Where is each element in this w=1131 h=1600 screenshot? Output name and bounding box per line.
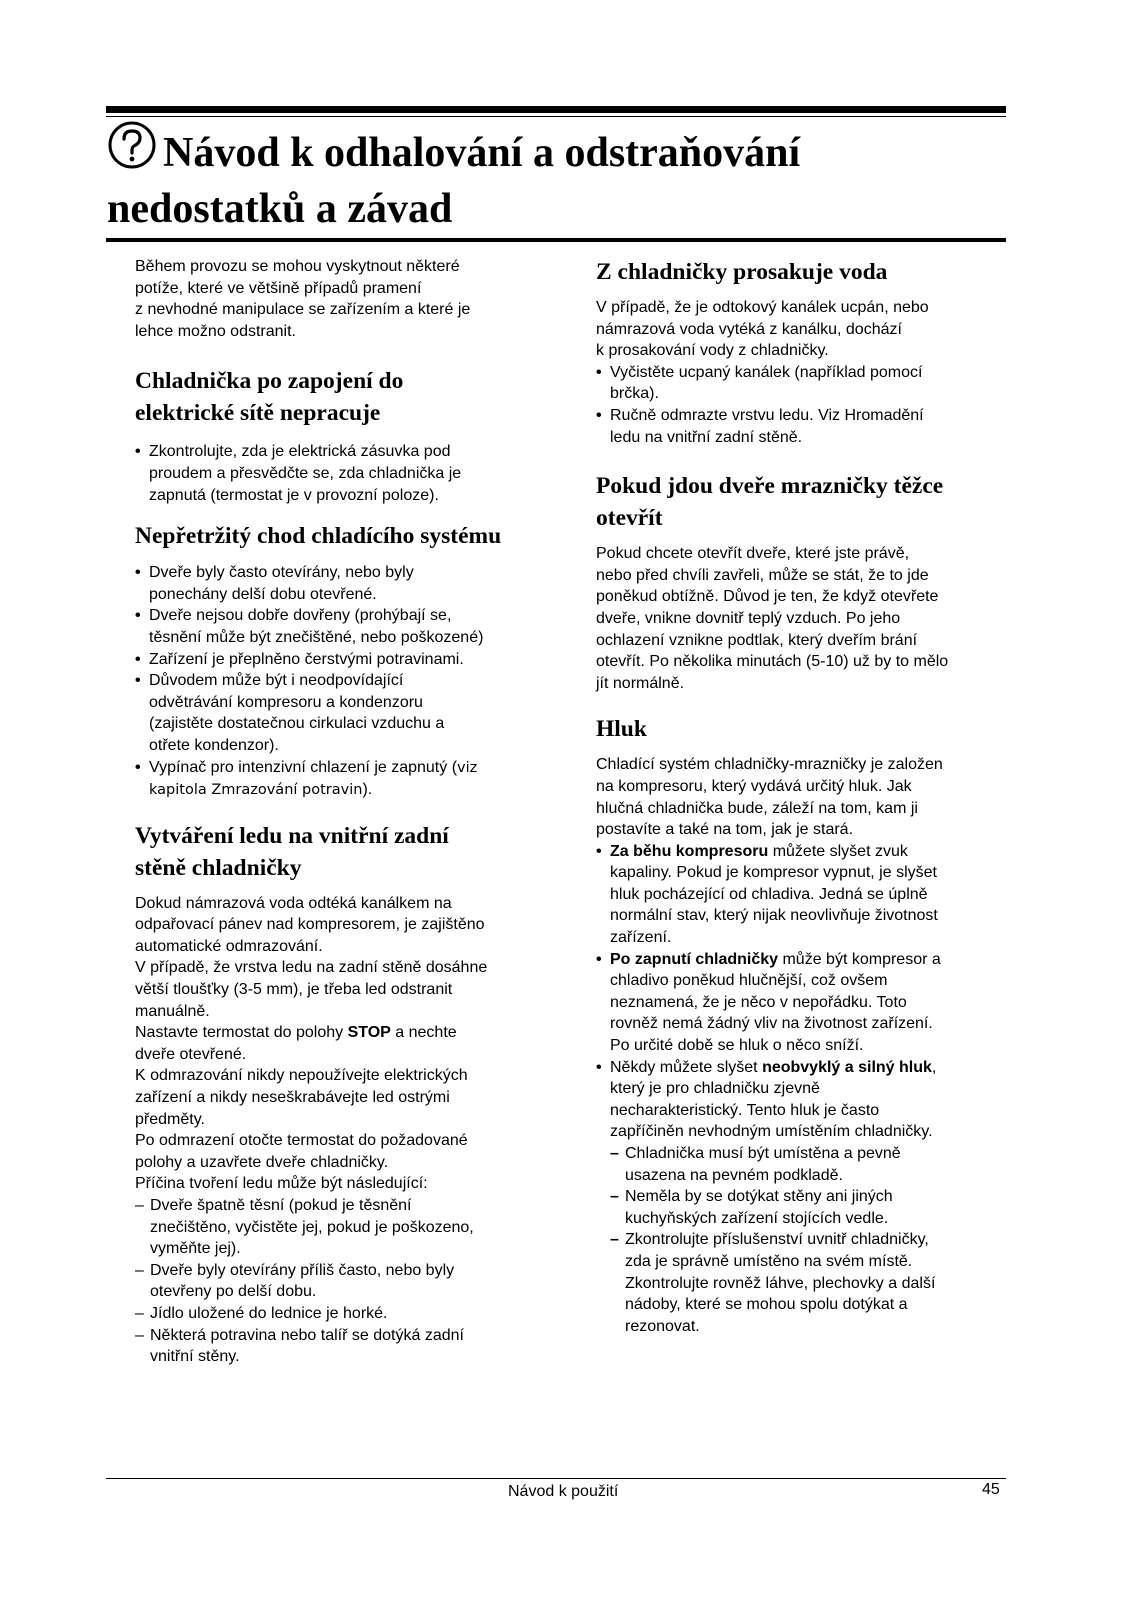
list-item: • Za běhu kompresoru můžete slyšet zvuk kapaliny. Pokud je kompresor vypnut, je slyšet hluk pocházející od chladiva. Jedná se úplně normální stav, který nijak neovlivňuje životnost zařízení. — [596, 841, 1006, 949]
title-line-2: nedostatků a závad — [107, 186, 453, 232]
water-leak-list — [596, 362, 1006, 448]
paragraph: Dokud námrazová voda odtéká kanálkem na odpařovací pánev nad kompresorem, je zajištěno automatické odmrazování. — [135, 894, 485, 955]
paragraph: Příčina tvoření ledu může být následující: — [135, 1175, 428, 1193]
heading-not-working: Chladnička po zapojení do elektrické sítě nepracuje — [135, 368, 404, 427]
list-item: – Jídlo uložené do lednice je horké. — [135, 1303, 545, 1325]
page-number: 45 — [982, 1481, 1000, 1498]
header-rule-thick — [106, 106, 1006, 113]
list-item: • Důvodem může být i neodpovídající odvětrávání kompresoru a kondenzoru (zajistěte dostatečnou cirkulaci vzduchu a otřete kondenzor). — [135, 670, 545, 756]
noise-text — [596, 754, 1006, 1337]
ice-causes-list — [135, 1195, 545, 1368]
footer-rule — [106, 1478, 1006, 1479]
title-line-1: Návod k odhalování a odstraňování — [163, 130, 801, 176]
freezer-door-paragraph: Pokud chcete otevřít dveře, které jste právě, nebo před chvíli zavřeli, může se stát, že to jde poněkud obtížně. Důvod je ten, že když otevřete dveře, vnikne dovnitř teplý vzduch. Po jeho ochlazení vznikne podtlak, který dveřím brání otevřít. Po několika minutách (5-10) už by to mělo jít normálně. — [596, 545, 949, 692]
list-item: – Dveře špatně těsní (pokud je těsnění znečištěno, vyčistěte jej, pokud je poškozeno, vyměňte jej). — [135, 1195, 545, 1260]
right-column — [596, 256, 1006, 1337]
intro-paragraph: Během provozu se mohou vyskytnout některé potíže, které ve většině případů pramení z nevhodné manipulace se zařízením a které je lehce možno odstranit. — [135, 258, 471, 340]
left-column — [135, 256, 545, 1368]
heading-noise: Hluk — [596, 716, 647, 743]
paragraph: Nastavte termostat do polohy STOP a nechte dveře otevřené. — [135, 1024, 457, 1063]
heading-ice-forming: Vytváření ledu na vnitřní zadní stěně chladničky — [135, 822, 449, 881]
heading-freezer-door: Pokud jdou dveře mrazničky těžce otevřít — [596, 473, 944, 532]
list-item: – Neměla by se dotýkat stěny ani jiných kuchyňských zařízení stojících vedle. — [610, 1186, 1006, 1229]
list-item: • Dveře nejsou dobře dovřeny (prohýbají se, těsnění může být znečištěné, nebo poškozené) — [135, 605, 545, 648]
ice-forming-text — [135, 893, 545, 1368]
list-item: • Vypínač pro intenzivní chlazení je zapnutý (viz kapitola Zmrazování potravin). — [135, 757, 545, 802]
continuous-run-list — [135, 562, 545, 802]
heading-continuous-run: Nepřetržitý chod chladícího systému — [135, 523, 502, 550]
paragraph: Chladící systém chladničky-mrazničky je založen na kompresoru, který vydává určitý hluk. Jak hlučná chladnička bude, záleží na tom, kam ji postavíte a také na tom, jak je stará. — [596, 756, 943, 839]
water-leak-text — [596, 297, 1006, 448]
list-item: – Chladnička musí být umístěna a pevně usazena na pevném podkladě. — [610, 1143, 1006, 1186]
heading-water-leak: Z chladničky prosakuje voda — [596, 259, 888, 285]
list-item: • Vyčistěte ucpaný kanálek (například pomocí brčka). — [596, 362, 1006, 405]
footer-title: Návod k použití — [508, 1483, 619, 1500]
list-item: • Po zapnutí chladničky může být kompresor a chladivo poněkud hlučnější, což ovšem neznamená, že je něco v nepořádku. Toto rovněž nemá žádný vliv na životnost zařízení. Po určité době se hluk o něco sníží. — [596, 949, 1006, 1057]
list-item: • Ručně odmrazte vrstvu ledu. Viz Hromadění ledu na vnitřní zadní stěně. — [596, 405, 1006, 448]
list-item: • Někdy můžete slyšet neobvyklý a silný hluk, který je pro chladničku zjevně necharakteristický. Tento hluk je často zapříčiněn nevhodným umístěním chladničky. – Chladnička musí být umístěna a pevně usazena na pevném podkladě. – Neměla by se dotýkat stěny ani jiných kuchyňských zařízení stojících vedle. – Zkontrolujte příslušenství uvnitř chladničky, zda je správně umístěno na svém místě. Zkontrolujte rovněž láhve, plechovky a další nádoby, které se mohou spolu dotýkat a rezonovat. — [596, 1057, 1006, 1338]
list-item: – Některá potravina nebo talíř se dotýká zadní vnitřní stěny. — [135, 1325, 545, 1368]
page-title — [107, 120, 997, 237]
list-item: – Dveře byly otevírány příliš často, nebo byly otevřeny po delší dobu. — [135, 1260, 545, 1303]
list-item: • Zkontrolujte, zda je elektrická zásuvka pod proudem a přesvědčte se, zda chladnička je zapnutá (termostat je v provozní poloze). — [135, 441, 545, 506]
list-item: • Dveře byly často otevírány, nebo byly ponechány delší dobu otevřené. — [135, 562, 545, 605]
not-working-list — [135, 441, 545, 506]
noise-list — [596, 841, 1006, 1338]
header-rule-thin — [106, 116, 1006, 117]
paragraph: K odmrazování nikdy nepoužívejte elektrických zařízení a nikdy neseškrabávejte led ostrými předměty. — [135, 1067, 468, 1128]
noise-sublist — [610, 1143, 1006, 1337]
question-circle-icon — [107, 120, 157, 170]
list-item: • Zařízení je přeplněno čerstvými potravinami. — [135, 649, 545, 671]
paragraph: V případě, že vrstva ledu na zadní stěně dosáhne větší tloušťky (3-5 mm), je třeba led odstranit manuálně. — [135, 959, 488, 1020]
title-rule — [106, 238, 1006, 242]
paragraph: Po odmrazení otočte termostat do požadované polohy a uzavřete dveře chladničky. — [135, 1132, 468, 1171]
paragraph: V případě, že je odtokový kanálek ucpán, nebo námrazová voda vytéká z kanálku, dochází k prosakování vody z chladničky. — [596, 299, 929, 360]
list-item: – Zkontrolujte příslušenství uvnitř chladničky, zda je správně umístěno na svém místě. Zkontrolujte rovněž láhve, plechovky a další nádoby, které se mohou spolu dotýkat a rezonovat. — [610, 1229, 1006, 1337]
